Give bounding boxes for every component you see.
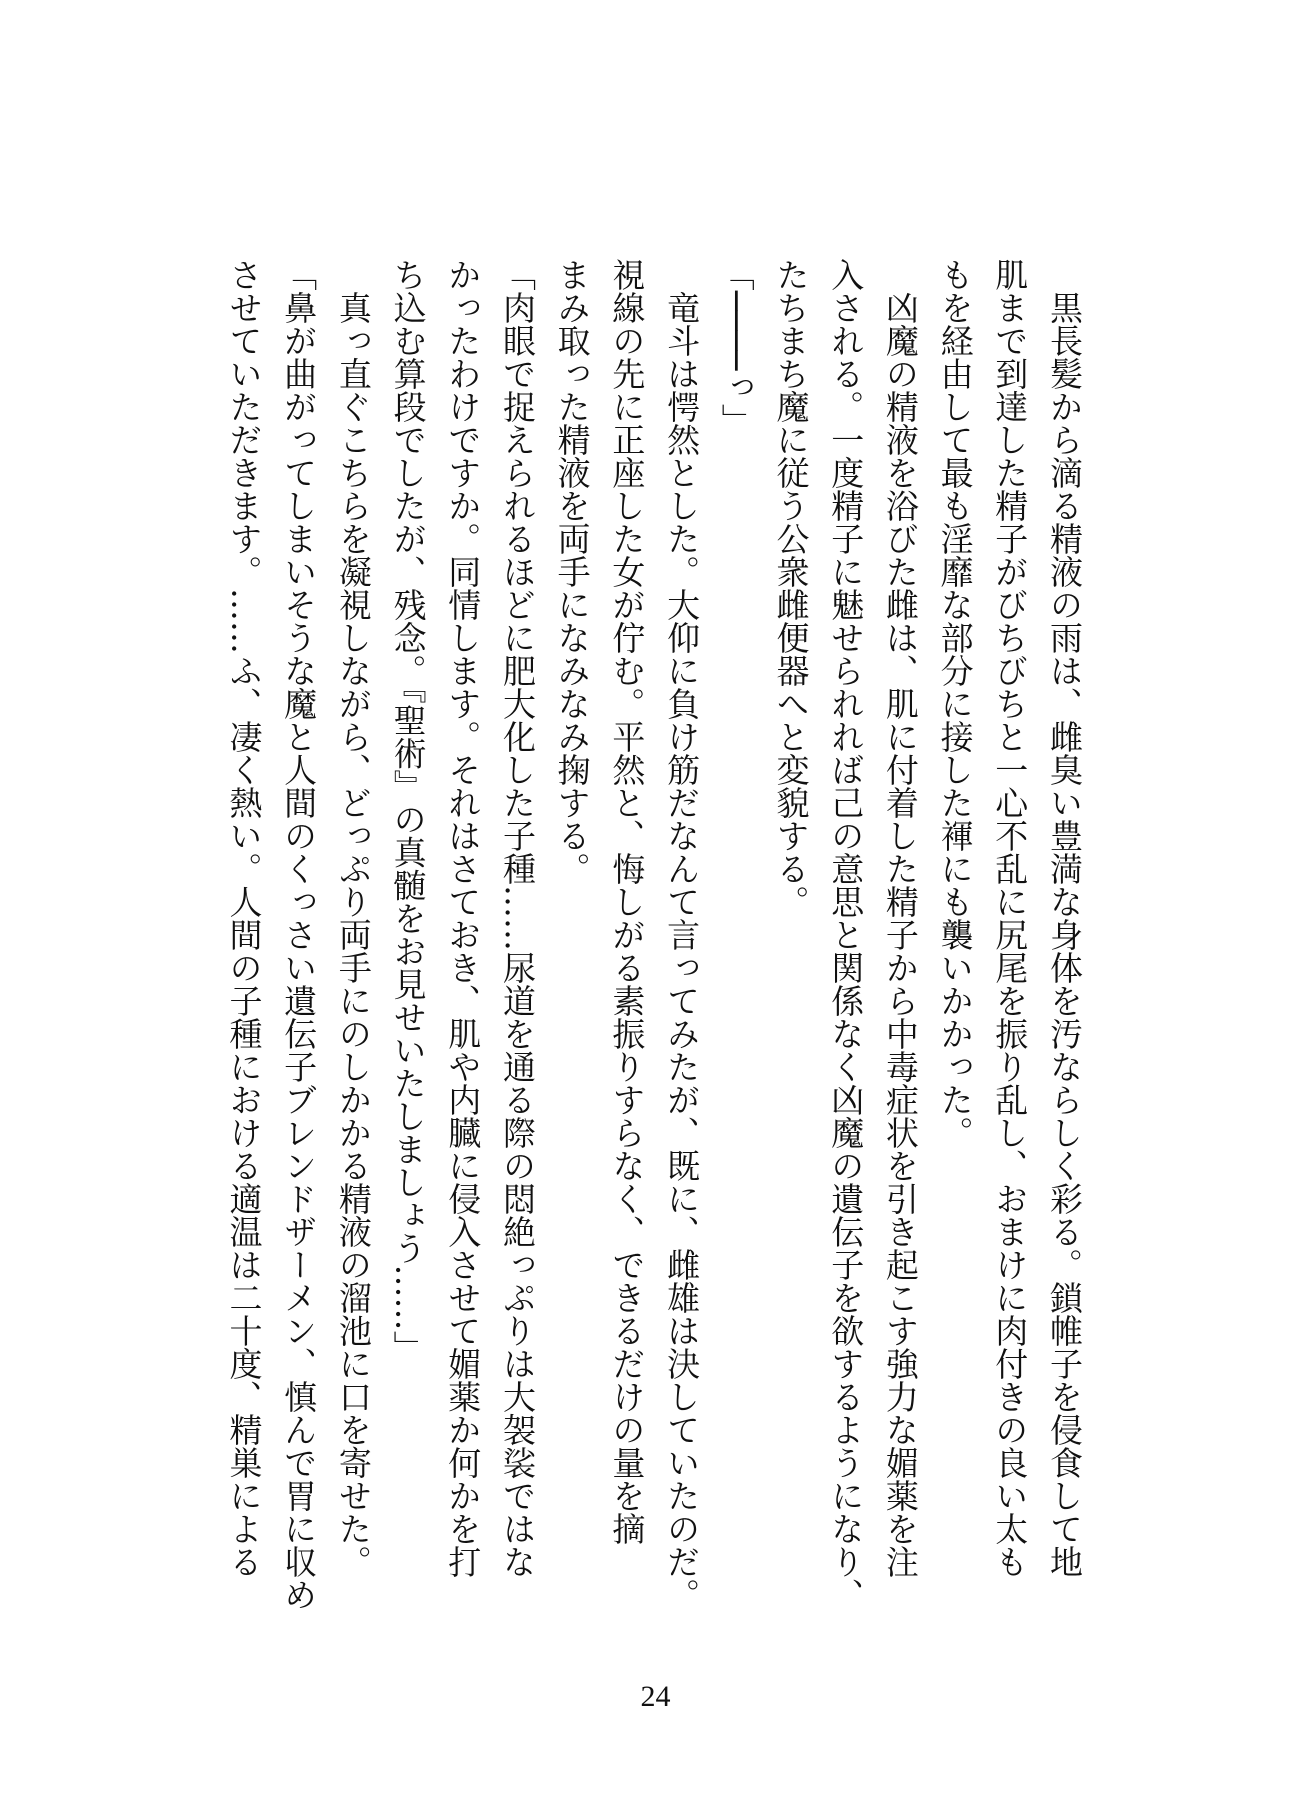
text-line: 凶魔の精液を浴びた雌は、肌に付着した精子から中毒症状を引き起こす強力な媚薬を注: [880, 258, 920, 1578]
text-line: 「鼻が曲がってしまいそうな魔と人間のくっさい遺伝子ブレンドザーメン、慎んで胃に収め: [279, 258, 319, 1611]
text-line: 入される。一度精子に魅せられれば己の意思と関係なく凶魔の遺伝子を欲するようになり、: [826, 258, 866, 1611]
text-line: 真っ直ぐこちらを凝視しながら、どっぷり両手にのしかかる精液の溜池に口を寄せた。: [333, 258, 373, 1578]
text-line: 視線の先に正座した女が佇む。平然と、悔しがる素振りすらなく、できるだけの量を摘: [607, 258, 647, 1545]
text-line: かったわけですか。同情します。それはさておき、肌や内臓に侵入させて媚薬か何かを打: [443, 258, 483, 1578]
text-line: ち込む算段でしたが、残念。『聖術』の真髄をお見せいたしましょう……」: [388, 258, 428, 1364]
text-line: 黒長髪から滴る精液の雨は、雌臭い豊満な身体を汚ならしく彩る。鎖帷子を侵食して地: [1045, 258, 1084, 1578]
text-line: 「肉眼で捉えられるほどに肥大化した子種……尿道を通る際の悶絶っぷりは大袈裟ではな: [497, 258, 537, 1578]
body-text: [216, 258, 1091, 1611]
text-line: 竜斗は愕然とした。大仰に負け筋だなんて言ってみたが、既に、雌雄は決していたのだ。: [662, 258, 702, 1611]
text-line: 「────っ」: [716, 258, 756, 437]
page-number: 24: [640, 1680, 671, 1713]
text-line: たちまち魔に従う公衆雌便器へと変貌する。: [771, 258, 811, 918]
text-line: させていただきます。……ふ、凄く熱い。人間の子種における適温は二十度、精巣による: [224, 258, 264, 1578]
text-line: もを経由して最も淫靡な部分に接した褌にも襲いかかった。: [935, 258, 975, 1149]
text-line: まみ取った精液を両手になみなみ掬する。: [552, 258, 592, 885]
text-line: 肌まで到達した精子がびちびちと一心不乱に尻尾を振り乱し、おまけに肉付きの良い太も: [990, 258, 1030, 1578]
